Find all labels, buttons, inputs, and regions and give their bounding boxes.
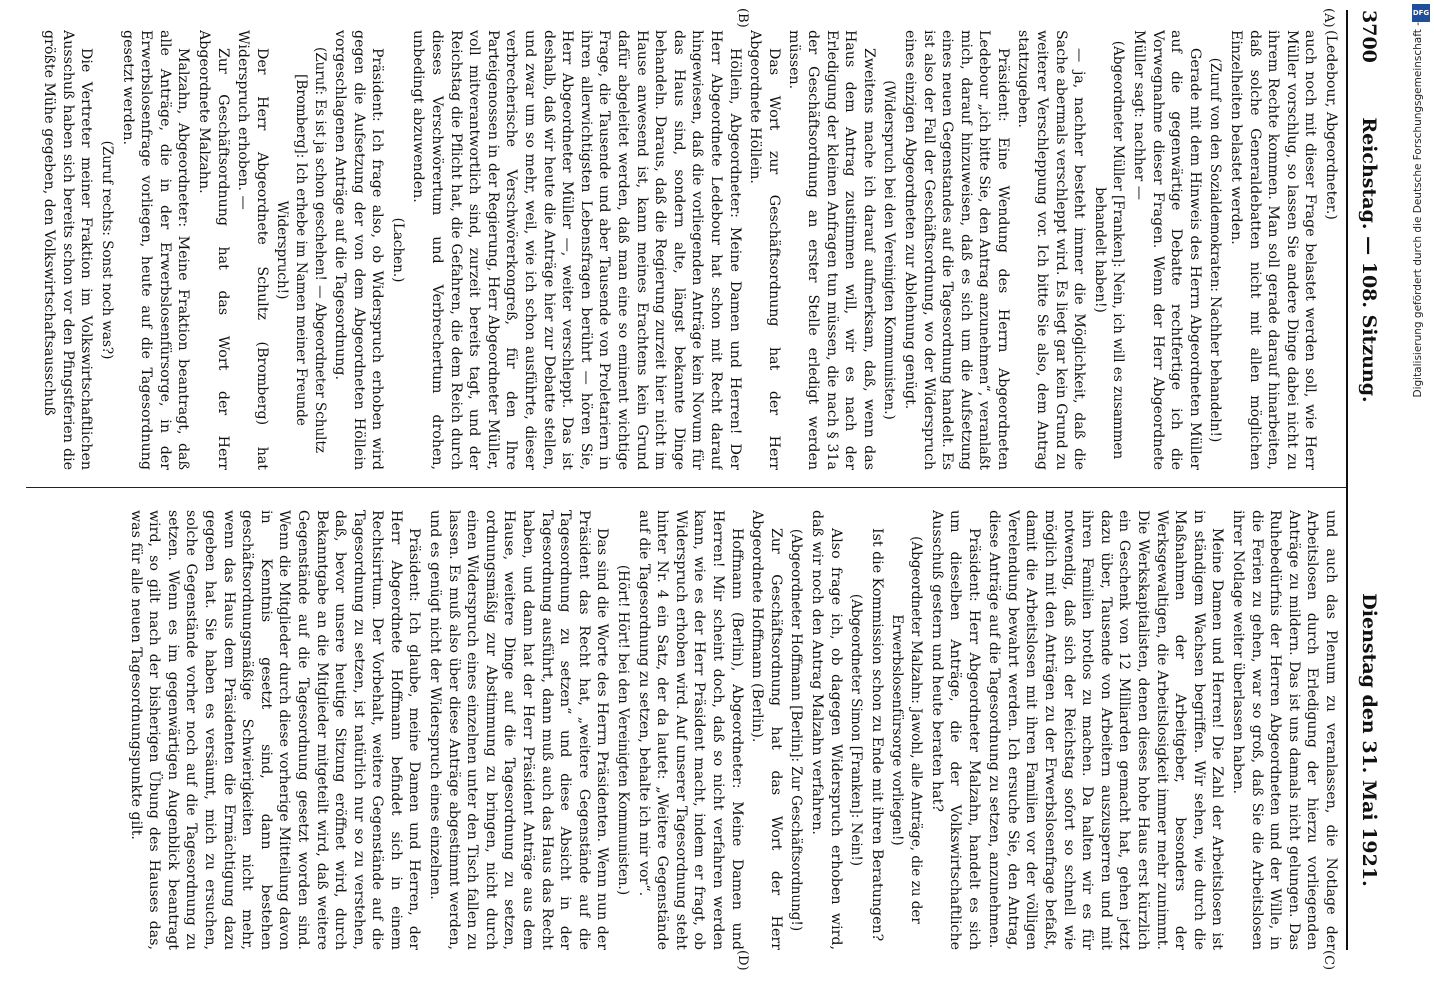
interjection: (Abgeordneter Hoffmann [Berlin]: Zur Geschäftsordnung!) (788, 528, 805, 932)
speaker-paragraph: Malzahn, Abgeordneter: Meine Fraktion beantragt, daß alle Anträge, die in der Erwerbslosenfürsorge, in der Erwerbslosenfrage vorliegen, heute auf die Tagesordnung gesetzt werden. (119, 30, 192, 470)
paragraph: Das sind die Worte des Herrn Präsidenten. Wenn nun der Präsident das Recht hat, „weitere Gegenstände auf die Tagesordnung zu setzen“ und diese Absicht in der Tagesordnung ausführt, dann muß auch das Haus das Recht haben, und dann hat der Herr Präsident Anträge aus dem Hause, weitere Dinge auf die Tagesordnung zu setzen, ordnungsmäßig zur Abstimmung zu bringen, nicht durch einen Widerspruch eines einzelnen unter den Tisch fallen zu lassen. Es muß also über diese Anträge abgestimmt werden, und es genügt nicht der Widerspruch eines einzelnen. (427, 510, 611, 950)
paragraph: (Ledebour, Abgeordneter.) (1323, 30, 1339, 220)
column-divider (26, 487, 1346, 488)
page-number: 3700 (1358, 10, 1380, 63)
interjection: (Abgeordneter Simon [Franken]: Nein!) (848, 593, 865, 867)
speaker-paragraph: Höllein, Abgeordneter: Meine Damen und Herren! Der Herr Abgeordnete Ledebour hat schon mit Recht darauf hingewiesen, daß die vorliegenden Anträge kein Novum für das Haus sind, sondern alte, längst bekannte Dinge behandeln. Daraus, daß die Regierung zurzeit hier nicht im Hause anwesend ist, kann meines Erachtens kein Grund dafür abgeleitet werden, daß man eine so eminent wichtige Frage, die Tausende und aber Tausende von Proletariern in ihren allerwichtigsten Lebensfragen berührt — hören Sie, Herr Abgeordneter Müller —, weiter verschleppt. Das ist deshalb, daß wir heute die Anträge hier zur Debatte stellen, und zwar um so mehr, weil, wie ich schon ausführte, dieser verbrecherische Verschwörerkongreß, für den Ihre Parteigenossen in der Regierung, Herr Abgeordneter Müller, voll mitverantwortlich sind, zurzeit bereits tagt, und der Reichstag die Pflicht hat, die Gefahren, die dem Reich durch dieses Verschwörertum und Verbrechertum drohen, unbedingt abzuwenden. (410, 30, 743, 470)
dfg-logo: DFG (1412, 4, 1430, 22)
paragraph: Zweitens mache ich darauf aufmerksam, daß, wenn das Haus dem Antrag zustimmen will, wir es nach der Erledigung der kleinen Anfragen tun müssen, die nach § 31a der Geschäftsordnung an erster Stelle erledigt werden müssen. (786, 30, 877, 470)
speaker-paragraph: Präsident: Ich glaube, meine Damen und Herren, der Herr Abgeordnete Hoffmann befindet sich in einem Rechtsirrtum. Der Vorbehalt, weitere Gegenstände auf die Tagesordnung zu setzen, ist natürlich nur so zu verstehen, daß, bevor unsere heutige Sitzung eröffnet wird, durch Bekanntgabe an die Mitglieder mitgeteilt wird, daß weitere Gegenstände auf die Tagesordnung gesetzt worden sind. Wenn die Mitglieder durch diese vorherige Mitteilung davon in Kenntnis gesetzt sind, dann bestehen geschäftsordnungsmäßige Schwierigkeiten nicht mehr, wenn das Haus dem Präsidenten die Ermächtigung dazu gegeben hat. Sie haben es versäumt, mich zu ersuchen, solche Gegenstände vorher noch auf die Tagesordnung zu setzen. Wenn es im gegenwärtigen Augenblick beantragt wird, so gilt nach der bisherigen Übung des Hauses das, was für alle neuen Tagesordnungspunkte gilt. (127, 510, 423, 950)
paragraph: — ja, nachher besteht immer die Möglichkeit, daß die Sache abermals verschleppt wird. Es liegt gar kein Grund zu weiterer Verschleppung vor. Ich bitte Sie also, dem Antrag stattzugeben. (1015, 30, 1088, 470)
speaker-paragraph: Präsident: Ich frage also, ob Widerspruch erhoben wird gegen die Aufsetzung der von dem Abgeordneten Höllein vorgeschlagenen Anträge auf die Tagesordnung. (332, 30, 386, 470)
interjection: (Lachen.) (389, 217, 406, 283)
paragraph: Ist die Kommission schon zu Ende mit ihren Beratungen? (868, 528, 885, 942)
left-running-title: Reichstag. — 108. Sitzung. (1358, 117, 1380, 403)
paragraph: Das Wort zur Geschäftsordnung hat der Herr Abgeordnete Höllein. (747, 30, 782, 470)
page-header (1346, 10, 1398, 950)
right-column (10, 510, 1340, 950)
paragraph: Zur Geschäftsordnung hat das Wort der Herr Abgeordnete Malzahn. (195, 30, 231, 470)
digitization-credit: Digitalisierung gefördert durch die Deutsche Forschungsgemeinschaft - (1412, 22, 1424, 398)
speaker-paragraph: Hoffmann (Berlin), Abgeordneter: Meine Damen und Herren! Mir scheint doch, daß so nicht verfahren werden kann, wie es der Herr Präsident macht, indem er fragt, ob Widerspruch erhoben wird. Auf unserer Tagesordnung steht hinter Nr. 4 ein Satz, der da lautet: „Weitere Gegenstände auf die Tagesordnung zu setzen, behalte ich mir vor“. (635, 510, 745, 950)
interjection: (Zuruf von den Sozialdemokraten: Nachher behandeln!) (1207, 57, 1224, 443)
paragraph: Die Vertreter meiner Fraktion im Volkswirtschaftlichen Ausschuß haben sich bereits schon vor den Pfingstferien die größte Mühe gegeben, den Volkswirtschaftsausschuß (41, 30, 95, 470)
paragraph: und auch das Plenum zu veranlassen, die Notlage der Arbeitslosen durch Erledigung der hierzu vorliegenden Anträge zu mildern. Das ist uns damals nicht gelungen. Das Ruhebedürfnis der Herren Abgeordneten und der Wille, in die Ferien zu gehen, war so groß, daß Sie die Arbeitslosen ihrer Notlage weiter überlassen haben. (1230, 510, 1339, 950)
interjection: (Zuruf rechts: Sonst noch was?) (99, 140, 115, 360)
paragraph: Der Herr Abgeordnete Schultz (Bromberg) hat Widerspruch erhoben. — (235, 30, 270, 470)
margin-marker-c: (C) (1321, 950, 1336, 971)
left-column (10, 30, 1340, 470)
speaker-paragraph: Präsident: Eine Wendung des Herrn Abgeordneten Ledebour „ich bitte Sie, den Antrag anzunehmen“, veranlaßt mich, darauf hinzuweisen, daß es sich um die Aufsetzung eines neuen Gegenstandes auf die Tagesordnung handelt. Es ist also der Fall der Geschäftsordnung, wo der Widerspruch eines einzigen Abgeordneten zur Ablehnung genügt. (901, 30, 1011, 470)
digitization-stamp (1408, 0, 1434, 1000)
paragraph: Meine Damen und Herren! Die Zahl der Arbeitslosen ist in ständigem Wachsen begriffen. Wir sehen, wie durch die Maßnahmen der Arbeitgeber, besonders der Werksgewaltigen, die Arbeitslosigkeit immer mehr zunimmt. Die Werkskapitalisten, denen dieses hohe Haus erst kürzlich ein Geschenk von 12 Milliarden gemacht hat, gehen jetzt dazu über, Tausende von Arbeitern auszusperren und mit ihren Familien brotlos zu machen. Da halten wir es für notwendig, daß sich der Reichstag sofort so schnell wie möglich mit den Anträgen zu der Erwerbslosenfrage befaßt, damit die Arbeitslosen mit ihren Familien vor der völligen Verelendung bewahrt werden. Ich ersuche Sie, den Antrag, diese Anträge auf die Tagesordnung zu setzen, anzunehmen. (986, 510, 1226, 950)
speaker-paragraph: Präsident: Herr Abgeordneter Malzahn, handelt es sich um dieselben Anträge, die der Volkswirtschaftliche Ausschuß gestern und heute beraten hat? (928, 510, 982, 950)
interjection: (Abgeordneter Müller [Franken]: Nein, ich will es zusammen behandelt haben!) (1091, 40, 1127, 460)
interjection: (Widerspruch bei den Vereinigten Kommunisten.) (881, 80, 898, 420)
interjection: (Abgeordneter Malzahn: Jawohl, alle Anträge, die zu der Erwerbslosenfürsorge vorliegen!) (889, 536, 924, 924)
paragraph: Gerade mit dem Hinweis des Herrn Abgeordneten Müller auf die gegenwärtige Debatte rechtfertige ich die Vorwegnahme dieser Fragen. Wenn der Herr Abgeordnete Müller sagt: nachher — (1131, 30, 1203, 470)
paragraph: auch noch mit dieser Frage belastet werden soll, wie Herr Müller vorschlug, so lassen Sie andere Dinge dabei nicht zu ihrem Rechte kommen. Man soll gerade darauf hinarbeiten, daß solche Generaldebatten nicht mit allen möglichen Einzelheiten belastet werden. (1228, 30, 1319, 470)
paragraph: Also frage ich, ob dagegen Widerspruch erhoben wird, daß wir noch den Antrag Malzahn verfahren. (808, 510, 844, 950)
margin-marker-d: (D) (735, 950, 750, 971)
interjection: (Zuruf: Es ist ja schon geschehen! — Abgeordneter Schultz [Bromberg]: Ich erhebe im Namen meiner Freunde Widerspruch!) (274, 46, 328, 453)
margin-marker-a: (A) (1321, 8, 1336, 28)
margin-marker-b: (B) (735, 8, 750, 28)
paragraph: Zur Geschäftsordnung hat das Wort der Herr Abgeordnete Hoffmann (Berlin). (749, 510, 784, 950)
interjection: (Hört! Hört! bei den Vereinigten Kommunisten.) (615, 564, 632, 896)
right-running-title: Dienstag den 31. Mai 1921. (1358, 593, 1380, 887)
